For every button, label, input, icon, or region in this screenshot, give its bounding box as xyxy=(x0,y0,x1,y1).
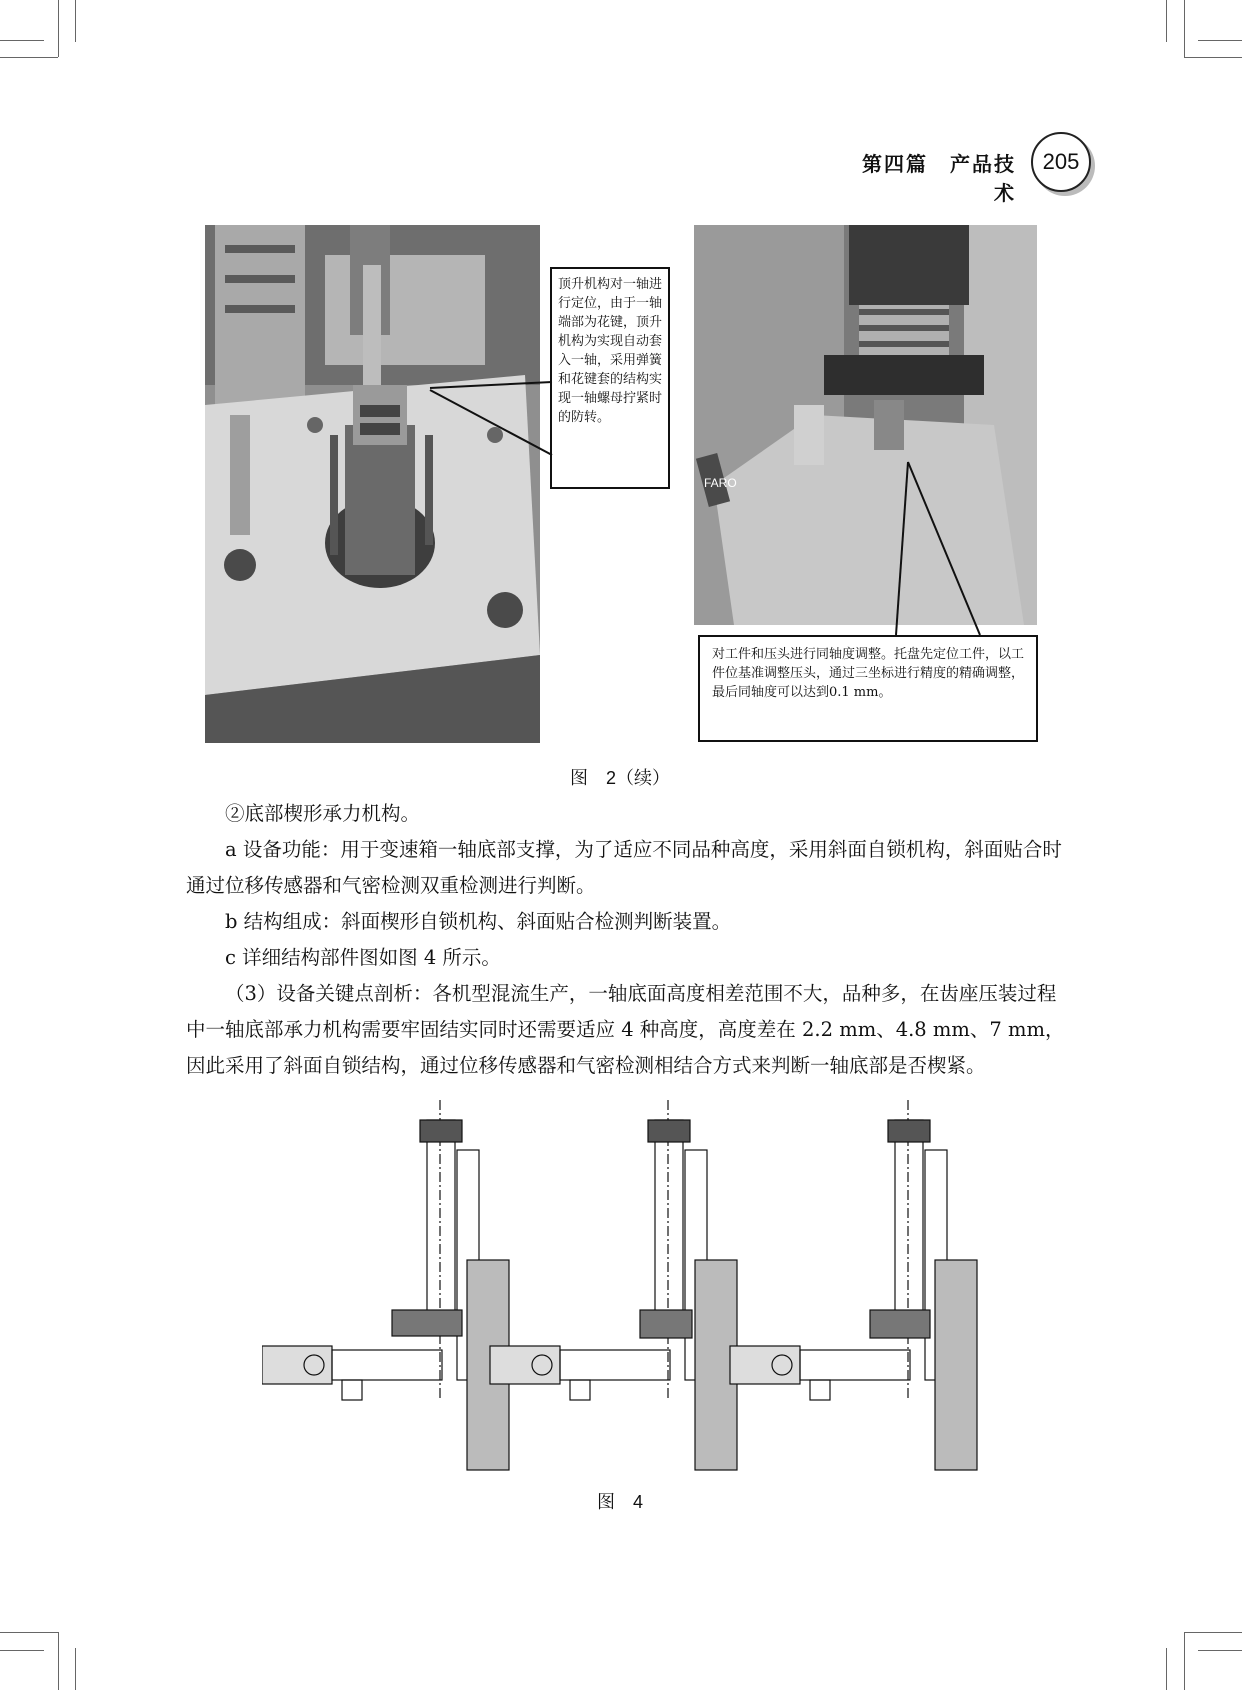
figure-4-caption: 图 4 xyxy=(596,1492,643,1512)
figure-2-caption: 图 2（续） xyxy=(569,768,670,788)
paragraph-1: ②底部楔形承力机构。 xyxy=(225,802,421,825)
paragraph-5: （3）设备关键点剖析：各机型混流生产，一轴底面高度相差范围不大，品种多，在齿座压装过程中一轴底部承力机构需要牢固结实同时还需要适应 4 种高度，高度差在 2.2 mm、4.8 mm、7 mm，因此采用了斜面自锁结构，通过位移传感器和气密检测相结合方式来判断一轴底部是否楔紧。 xyxy=(186,982,1065,1077)
drawing-variant-3 xyxy=(730,1100,977,1470)
paragraph-3: b 结构组成：斜面楔形自锁机构、斜面贴合检测判断装置。 xyxy=(225,910,732,933)
drawing-variant-2 xyxy=(490,1100,737,1470)
body-text xyxy=(186,796,1066,1084)
faro-label: FARO xyxy=(704,476,737,490)
drawing-variant-1 xyxy=(262,1100,509,1470)
running-header: 第四篇 产品技术 xyxy=(862,152,1016,205)
page-number: 205 xyxy=(1042,149,1080,174)
paragraph-4: c 详细结构部件图如图 4 所示。 xyxy=(225,946,501,969)
callout-lifting-mechanism-text: 顶升机构对一轴进行定位，由于一轴端部为花键，顶升机构为实现自动套入一轴，采用弹簧和花键套的结构实现一轴螺母拧紧时的防转。 xyxy=(558,277,663,425)
leader-lines xyxy=(0,0,1242,800)
figure-4-drawing xyxy=(262,1100,982,1480)
paragraph-2: a 设备功能：用于变速箱一轴底部支撑，为了适应不同品种高度，采用斜面自锁机构，斜面贴合时通过位移传感器和气密检测双重检测进行判断。 xyxy=(186,838,1062,897)
callout-coaxiality-text: 对工件和压头进行同轴度调整。托盘先定位工件，以工件位基准调整压头，通过三坐标进行精度的精确调整，最后同轴度可以达到0.1 mm。 xyxy=(712,647,1025,700)
